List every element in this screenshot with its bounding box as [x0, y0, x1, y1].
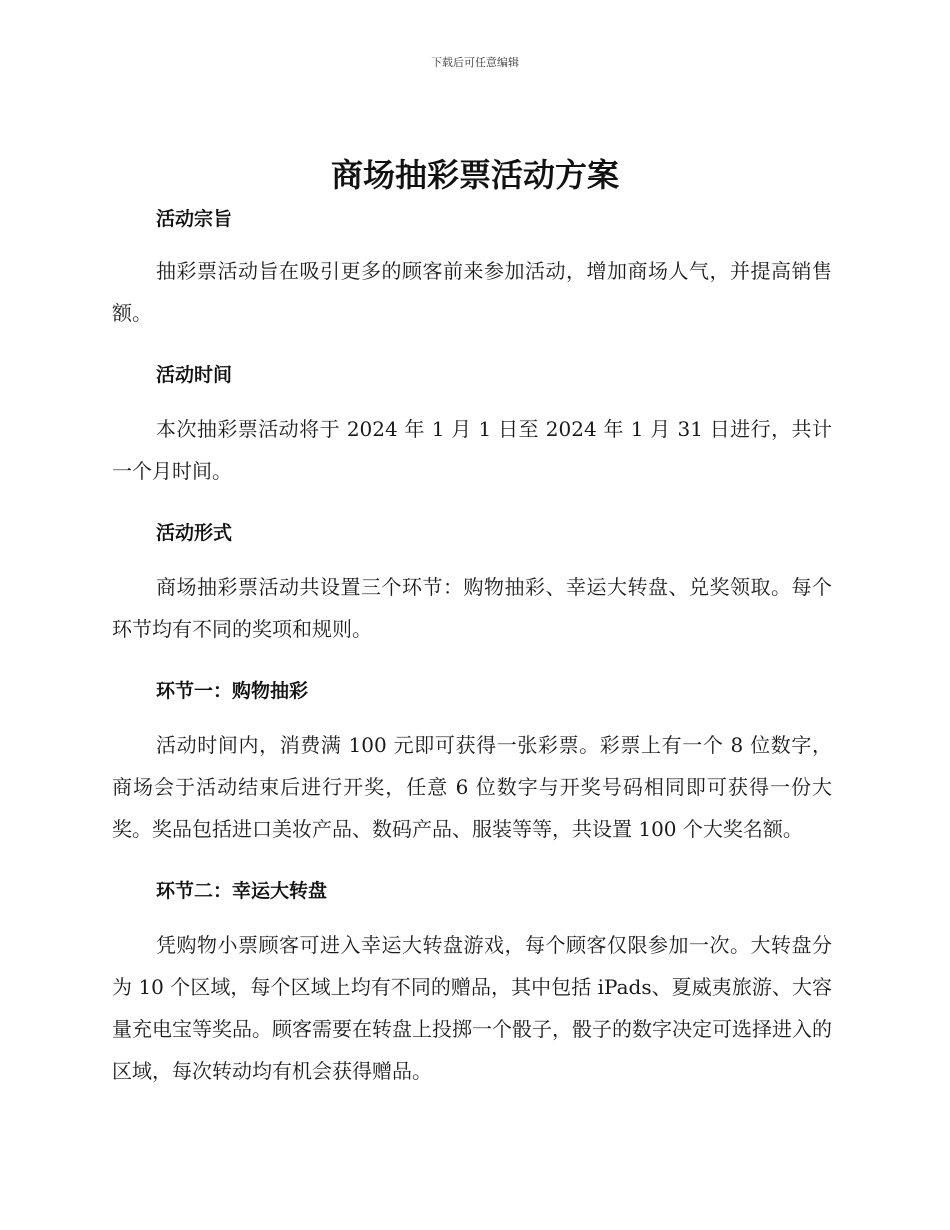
section-heading-stage-one: 环节一：购物抽彩	[156, 680, 309, 702]
document-title: 商场抽彩票活动方案	[330, 156, 619, 194]
page-header-note: 下载后可任意编辑	[431, 56, 519, 69]
section-body-stage-two: 凭购物小票顾客可进入幸运大转盘游戏，每个顾客仅限参加一次。大转盘分为 10 个区域，每个区域上均有不同的赠品，其中包括 iPads、夏威夷旅游、大容量充电宝等奖品。顾客需要在转盘上投掷一个骰子，骰子的数字决定可选择进入的区域，每次转动均有机会获得赠品。	[112, 933, 832, 1083]
section-body-purpose: 抽彩票活动旨在吸引更多的顾客前来参加活动，增加商场人气，并提高销售额。	[112, 259, 832, 325]
document-body	[112, 200, 832, 1092]
section-heading-time: 活动时间	[156, 364, 233, 386]
section-heading-purpose: 活动宗旨	[156, 208, 233, 230]
section-body-format: 商场抽彩票活动共设置三个环节：购物抽彩、幸运大转盘、兑奖领取。每个环节均有不同的奖项和规则。	[112, 575, 832, 641]
section-body-time: 本次抽彩票活动将于 2024 年 1 月 1 日至 2024 年 1 月 31 日进行，共计一个月时间。	[112, 417, 832, 483]
section-body-stage-one: 活动时间内，消费满 100 元即可获得一张彩票。彩票上有一个 8 位数字，商场会于活动结束后进行开奖，任意 6 位数字与开奖号码相同即可获得一份大奖。奖品包括进口美妆产品、数码产品、服装等等，共设置 100 个大奖名额。	[112, 733, 832, 841]
section-heading-stage-two: 环节二：幸运大转盘	[156, 880, 328, 902]
section-heading-format: 活动形式	[156, 522, 233, 544]
